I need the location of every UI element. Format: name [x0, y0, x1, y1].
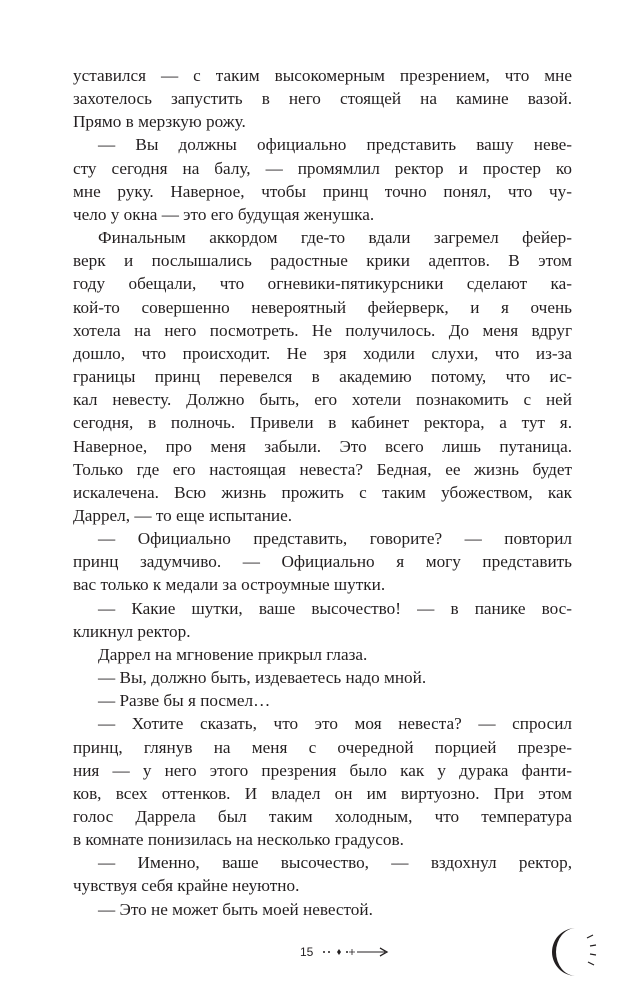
text-line: чувствуя себя крайне неуютно. [73, 876, 300, 896]
text-line: — Какие шутки, ваше высочество! — в панике вос- [98, 598, 572, 618]
crescent-moon-icon [552, 922, 598, 982]
text-line: Прямо в мерзкую рожу. [73, 112, 246, 132]
text-line: чело у окна — это его будущая женушка. [73, 204, 375, 224]
page-footer [300, 945, 391, 959]
text-line: Даррел на мгновение прикрыл глаза. [98, 644, 368, 664]
text-line: верк и послышались радостные крики адептов. В этом [73, 251, 572, 271]
text-line: в комнате понизилась на несколько градусов. [73, 830, 404, 850]
text-line: кал невесту. Должно быть, его хотели познакомить с ней [73, 390, 572, 410]
text-line: — Именно, ваше высочество, — вздохнул ректор, [98, 853, 572, 873]
arrow-ornament-icon [321, 946, 391, 958]
text-line: кликнул ректор. [73, 621, 191, 641]
text-line: сегодня, в полночь. Привели в кабинет ректора, а тут я. [73, 413, 572, 433]
text-line: сту сегодня на балу, — промямлил ректор и простер ко [73, 158, 572, 178]
text-line: — Официально представить, говорите? — повторил [98, 529, 572, 549]
text-line: вас только к медали за остроумные шутки. [73, 575, 386, 595]
text-line: году обещали, что огневики-пятикурсники сделают ка- [73, 274, 572, 294]
text-line: принц задумчиво. — Официально я могу представить [73, 552, 572, 572]
text-line: границы принц перевелся в академию потому, что ис- [73, 367, 572, 387]
text-line: — Разве бы я посмел… [98, 691, 271, 711]
text-line: — Вы должны официально представить вашу неве- [98, 135, 572, 155]
text-line: Финальным аккордом где-то вдали загремел фейер- [98, 228, 572, 248]
text-line: принц, глянув на меня с очередной порцией презре- [73, 737, 572, 757]
text-line: Даррел, — то еще испытание. [73, 505, 293, 525]
text-line: ния — у него этого презрения было как у дурака фанти- [73, 760, 572, 780]
text-line: дошло, что происходит. Не зря ходили слухи, что из-за [73, 343, 572, 363]
text-line: ков, всех оттенков. И владел он им виртуозно. При этом [73, 783, 572, 803]
text-line: хотела на него посмотреть. Не получилось. До меня вдруг [73, 320, 572, 340]
text-line: мне руку. Наверное, чтобы принц точно понял, что чу- [73, 181, 572, 201]
text-line: кой-то совершенно невероятный фейерверк, и я очень [73, 297, 572, 317]
text-line: искалечена. Всю жизнь прожить с таким убожеством, как [73, 482, 572, 502]
text-line: уставился — с таким высокомерным презрением, что мне [73, 66, 572, 85]
text-line: Только где его настоящая невеста? Бедная, ее жизнь будет [73, 459, 572, 479]
text-line: голос Даррела был таким холодным, что температура [73, 807, 572, 826]
text-line: — Хотите сказать, что это моя невеста? — спросил [98, 714, 572, 734]
text-line: Наверное, про меня забыли. Это всего лишь путаница. [73, 436, 572, 456]
text-line: захотелось запустить в него стоящей на камине вазой. [73, 89, 572, 109]
text-line: — Вы, должно быть, издеваетесь надо мной. [98, 668, 427, 688]
text-line: — Это не может быть моей невестой. [98, 899, 373, 919]
page-text [73, 64, 572, 921]
page-number: 15 [300, 945, 314, 959]
